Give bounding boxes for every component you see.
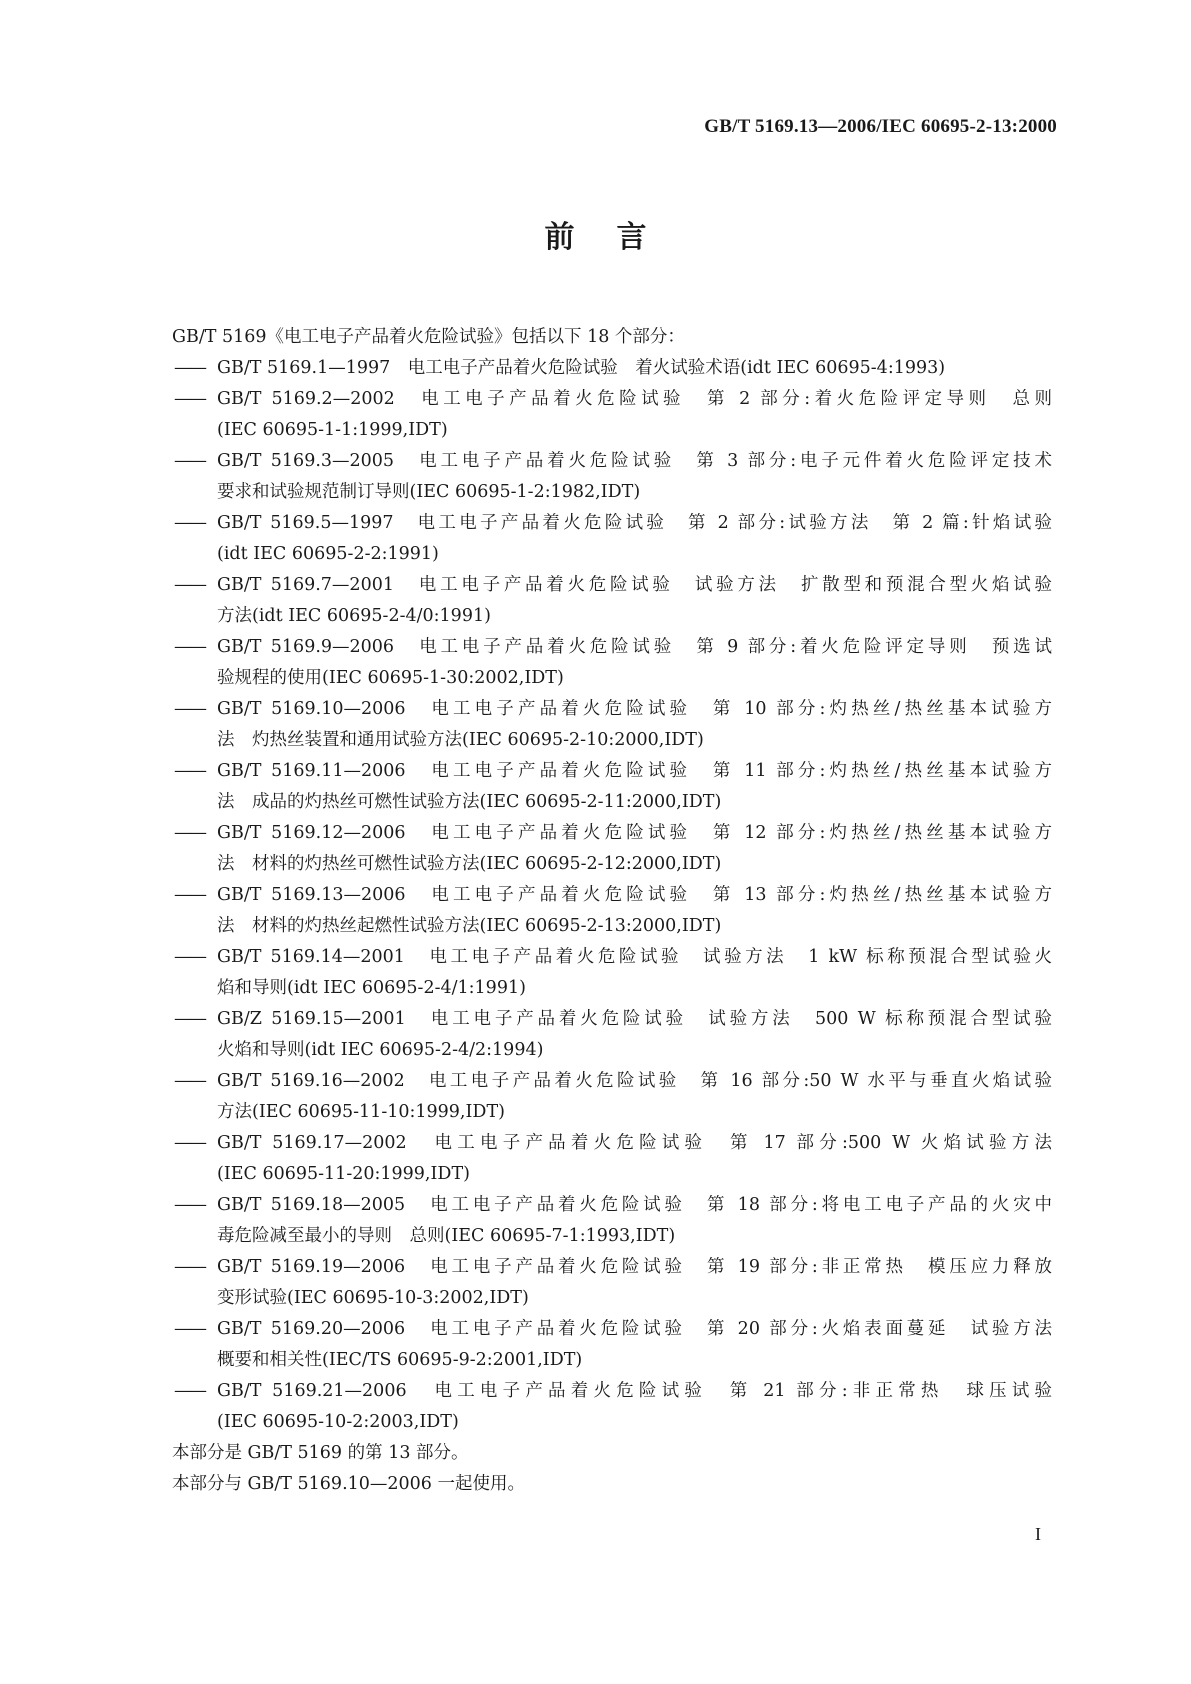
list-item-line: (idt IEC 60695-2-2:1991) (217, 544, 439, 564)
list-dash: —— (174, 761, 205, 781)
list-item-line: GB/T 5169.9—2006 电工电子产品着火危险试验 第 9 部分:着火危险评定导则 预选试 (217, 637, 1052, 657)
list-item-line: 方法(idt IEC 60695-2-4/0:1991) (217, 606, 491, 626)
list-item-line: GB/T 5169.17—2002 电工电子产品着火危险试验 第 17 部分:500 W 火焰试验方法 (217, 1133, 1052, 1153)
standard-parts-list (172, 353, 1052, 1438)
list-dash: —— (174, 699, 205, 719)
closing-paragraph: 本部分是 GB/T 5169 的第 13 部分。 (172, 1443, 469, 1463)
list-item-line: GB/T 5169.7—2001 电工电子产品着火危险试验 试验方法 扩散型和预混合型火焰试验 (217, 575, 1052, 595)
list-item (172, 1376, 1052, 1438)
list-item (172, 570, 1052, 632)
list-item-line: 焰和导则(idt IEC 60695-2-4/1:1991) (217, 978, 526, 998)
list-dash: —— (174, 358, 205, 378)
foreword-body (172, 322, 1052, 1500)
list-item-line: 方法(IEC 60695-11-10:1999,IDT) (217, 1102, 505, 1122)
list-dash: —— (174, 575, 205, 595)
list-item (172, 384, 1052, 446)
list-item (172, 1314, 1052, 1376)
list-item (172, 1190, 1052, 1252)
list-dash: —— (174, 451, 205, 471)
list-item-line: (IEC 60695-1-1:1999,IDT) (217, 420, 448, 440)
list-item (172, 880, 1052, 942)
list-item (172, 1252, 1052, 1314)
list-dash: —— (174, 1071, 205, 1091)
list-item-line: 火焰和导则(idt IEC 60695-2-4/2:1994) (217, 1040, 544, 1060)
list-dash: —— (174, 823, 205, 843)
standard-code-header: GB/T 5169.13—2006/IEC 60695-2-13:2000 (704, 116, 1057, 137)
list-item-line: GB/T 5169.5—1997 电工电子产品着火危险试验 第 2 部分:试验方法 第 2 篇:针焰试验 (217, 513, 1052, 533)
list-dash: —— (174, 1195, 205, 1215)
list-dash: —— (174, 637, 205, 657)
list-item-line: GB/T 5169.13—2006 电工电子产品着火危险试验 第 13 部分:灼热丝/热丝基本试验方 (217, 885, 1052, 905)
list-item-line: (IEC 60695-10-2:2003,IDT) (217, 1412, 459, 1432)
list-item-line: GB/Z 5169.15—2001 电工电子产品着火危险试验 试验方法 500 W 标称预混合型试验 (217, 1009, 1052, 1029)
list-item-line: GB/T 5169.10—2006 电工电子产品着火危险试验 第 10 部分:灼热丝/热丝基本试验方 (217, 699, 1052, 719)
list-item-line: GB/T 5169.19—2006 电工电子产品着火危险试验 第 19 部分:非正常热 模压应力释放 (217, 1257, 1052, 1277)
list-item-line: 概要和相关性(IEC/TS 60695-9-2:2001,IDT) (217, 1350, 583, 1370)
list-item-line: GB/T 5169.1—1997 电工电子产品着火危险试验 着火试验术语(idt IEC 60695-4:1993) (217, 358, 946, 378)
list-item (172, 353, 1052, 384)
list-dash: —— (174, 389, 205, 409)
list-item-line: 法 成品的灼热丝可燃性试验方法(IEC 60695-2-11:2000,IDT) (217, 792, 722, 812)
list-item-line: 变形试验(IEC 60695-10-3:2002,IDT) (217, 1288, 529, 1308)
list-dash: —— (174, 1381, 205, 1401)
closing-paragraph: 本部分与 GB/T 5169.10—2006 一起使用。 (172, 1474, 525, 1494)
list-item-line: 法 灼热丝装置和通用试验方法(IEC 60695-2-10:2000,IDT) (217, 730, 704, 750)
list-item (172, 1066, 1052, 1128)
list-dash: —— (174, 947, 205, 967)
list-dash: —— (174, 885, 205, 905)
list-item-line: GB/T 5169.14—2001 电工电子产品着火危险试验 试验方法 1 kW 标称预混合型试验火 (217, 947, 1052, 967)
list-item-line: 法 材料的灼热丝可燃性试验方法(IEC 60695-2-12:2000,IDT) (217, 854, 722, 874)
list-item (172, 446, 1052, 508)
intro-paragraph: GB/T 5169《电工电子产品着火危险试验》包括以下 18 个部分： (172, 327, 685, 347)
list-item-line: GB/T 5169.11—2006 电工电子产品着火危险试验 第 11 部分:灼热丝/热丝基本试验方 (217, 761, 1052, 781)
list-item-line: GB/T 5169.2—2002 电工电子产品着火危险试验 第 2 部分:着火危险评定导则 总则 (217, 389, 1052, 409)
list-item (172, 508, 1052, 570)
list-dash: —— (174, 513, 205, 533)
list-item-line: 毒危险减至最小的导则 总则(IEC 60695-7-1:1993,IDT) (217, 1226, 676, 1246)
list-item (172, 632, 1052, 694)
list-item-line: GB/T 5169.20—2006 电工电子产品着火危险试验 第 20 部分:火焰表面蔓延 试验方法 (217, 1319, 1052, 1339)
list-item-line: 验规程的使用(IEC 60695-1-30:2002,IDT) (217, 668, 564, 688)
list-item (172, 1128, 1052, 1190)
list-dash: —— (174, 1133, 205, 1153)
page-title: 前言 (544, 220, 689, 255)
list-item-line: GB/T 5169.18—2005 电工电子产品着火危险试验 第 18 部分:将电工电子产品的火灾中 (217, 1195, 1052, 1215)
list-item (172, 818, 1052, 880)
list-item-line: GB/T 5169.21—2006 电工电子产品着火危险试验 第 21 部分:非正常热 球压试验 (217, 1381, 1052, 1401)
list-dash: —— (174, 1257, 205, 1277)
list-item (172, 1004, 1052, 1066)
list-item-line: GB/T 5169.16—2002 电工电子产品着火危险试验 第 16 部分:50 W 水平与垂直火焰试验 (217, 1071, 1052, 1091)
page-number: I (1035, 1524, 1041, 1544)
list-item-line: GB/T 5169.12—2006 电工电子产品着火危险试验 第 12 部分:灼热丝/热丝基本试验方 (217, 823, 1052, 843)
list-item (172, 756, 1052, 818)
list-item-line: 要求和试验规范制订导则(IEC 60695-1-2:1982,IDT) (217, 482, 641, 502)
list-item (172, 942, 1052, 1004)
list-item (172, 694, 1052, 756)
list-dash: —— (174, 1009, 205, 1029)
list-item-line: (IEC 60695-11-20:1999,IDT) (217, 1164, 470, 1184)
list-item-line: GB/T 5169.3—2005 电工电子产品着火危险试验 第 3 部分:电子元件着火危险评定技术 (217, 451, 1052, 471)
list-dash: —— (174, 1319, 205, 1339)
list-item-line: 法 材料的灼热丝起燃性试验方法(IEC 60695-2-13:2000,IDT) (217, 916, 722, 936)
